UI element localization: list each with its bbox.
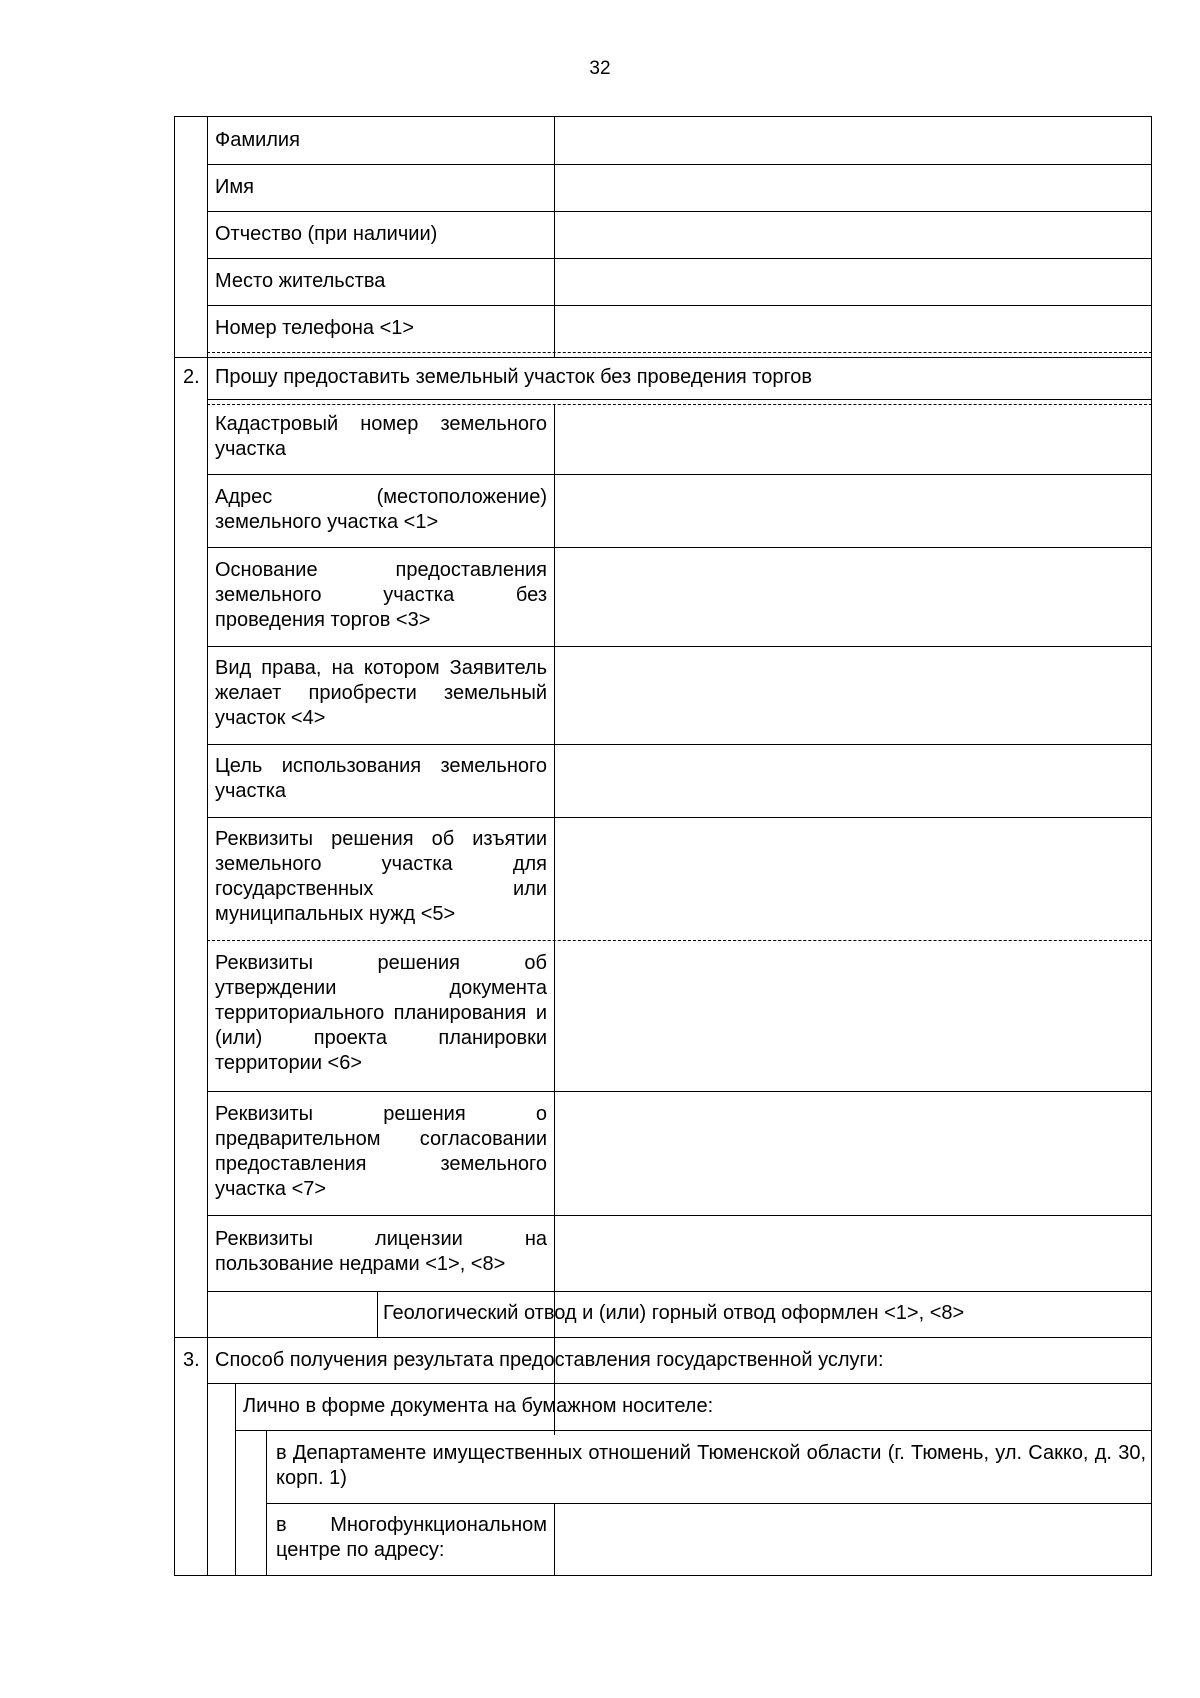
address-label: Адрес (местоположение) земельного участка <1>	[215, 486, 547, 533]
mfc-option-label: в Многофункциональном центре по адресу:	[276, 1514, 547, 1561]
geo-left-divider	[377, 1291, 378, 1337]
page-number: 32	[589, 58, 611, 79]
cadastral-number-label: Кадастровый номер земельного участка	[215, 413, 547, 460]
row-divider	[207, 164, 1152, 165]
withdrawal-decision-label: Реквизиты решения об изъятии земельного участка для государственных или муниципальных нужд <5>	[215, 828, 547, 925]
planning-decision-label: Реквизиты решения об утверждении документа территориального планирования и (или) проекта планировки территории <6>	[215, 952, 547, 1074]
phone-label: Номер телефона <1>	[215, 317, 415, 339]
row-divider	[175, 1337, 1152, 1338]
name-label: Имя	[215, 176, 254, 198]
patronymic-label: Отчество (при наличии)	[215, 223, 438, 245]
row-divider	[207, 1215, 1152, 1216]
purpose-label: Цель использования земельного участка	[215, 755, 547, 802]
section-2-title: Прошу предоставить земельный участок без проведения торгов	[215, 366, 813, 388]
number-column-divider	[207, 117, 208, 1575]
row-divider-dashed	[207, 404, 1152, 405]
department-option-label: в Департаменте имущественных отношений Тюменской области (г. Тюмень, ул. Сакко, д. 30, корп. 1)	[276, 1442, 1146, 1489]
geological-allotment-label: Геологический отвод и (или) горный отвод оформлен <1>, <8>	[383, 1302, 965, 1324]
row-divider-dashed	[207, 352, 1152, 353]
row-divider	[207, 1383, 1152, 1384]
paper-in-person-label: Лично в форме документа на бумажном носителе:	[243, 1395, 714, 1417]
subsoil-license-label: Реквизиты лицензии на пользование недрами <1>, <8>	[215, 1228, 547, 1275]
row-divider	[207, 1091, 1152, 1092]
surname-label: Фамилия	[215, 129, 300, 151]
application-form-table	[174, 116, 1152, 1576]
row-divider	[207, 211, 1152, 212]
residence-label: Место жительства	[215, 270, 386, 292]
label-value-divider	[554, 117, 555, 357]
section-3-title: Способ получения результата предоставления государственной услуги:	[215, 1349, 884, 1371]
label-value-divider	[554, 404, 555, 1435]
row-divider	[207, 1291, 1152, 1292]
right-type-label: Вид права, на котором Заявитель желает приобрести земельный участок <4>	[215, 657, 547, 729]
mfc-value-divider	[554, 1503, 555, 1575]
section3-inner-divider	[235, 1383, 236, 1575]
basis-label: Основание предоставления земельного участка без проведения торгов <3>	[215, 559, 547, 631]
row-divider	[207, 646, 1152, 647]
row-divider	[175, 357, 1152, 358]
preliminary-approval-label: Реквизиты решения о предварительном согласовании предоставления земельного участка <7>	[215, 1103, 547, 1200]
row-divider	[207, 258, 1152, 259]
section-2-number: 2.	[183, 366, 200, 388]
row-divider	[266, 1503, 1152, 1504]
row-divider-dashed	[207, 940, 1152, 941]
row-divider	[207, 474, 1152, 475]
section-3-number: 3.	[183, 1349, 200, 1371]
row-divider	[207, 547, 1152, 548]
row-divider	[207, 744, 1152, 745]
row-divider	[207, 399, 1152, 400]
row-divider	[207, 817, 1152, 818]
row-divider	[207, 305, 1152, 306]
row-divider	[235, 1430, 1152, 1431]
